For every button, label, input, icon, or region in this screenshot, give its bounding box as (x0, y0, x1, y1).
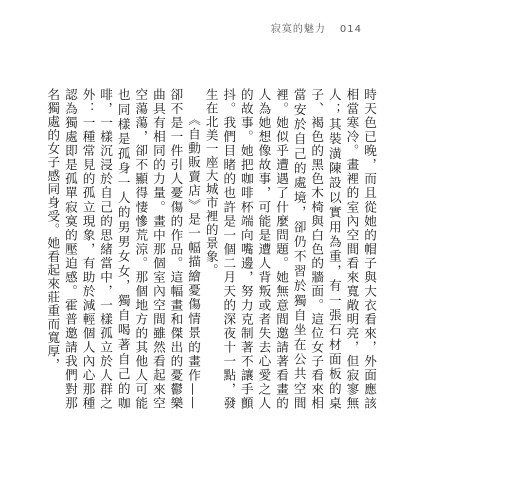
running-header (271, 20, 362, 35)
paragraph-2: 《自動販賣店》是一幅描繪憂傷情景的畫作——卻不是一件引人憂傷的作品。這幅畫和傑出的憂鬱樂曲具有相同的力量。畫中那個室內空間雖然看起來空空蕩蕩，卻不顯得悽慘荒涼。那個地方的其他人可能也同樣是孤身一人的男男女女，獨自喝著自己的咖啡，一樣沉浸於自己的思緒當中，一樣孤立於人群之外：一種常見的孤立現象，有助於減輕個人內心那種認為獨處即是孤單寂寞的壓迫感。霍普邀請我們對那名獨處的女子感同身受。她看起來莊重而寬厚， (45, 88, 202, 410)
body-text-column (44, 88, 378, 410)
chapter-title: 寂寞的魅力 (270, 24, 326, 35)
paragraph-1: 時天色已晚，而且從她的帽子與大衣看來，外面應該相當寒冷。畫裡的室內空間看來寬敞明亮，但寂寥無人；其裝潢陳設以實用為重，有一張石材面板的桌子、褐色的黑色木椅與白色的牆面。這位女子看來相當安於自己的處境，卻仍不習於獨自坐在公共空間裡。她似乎遭遇了什麼問題。她無意間邀請著看畫的人為她想像故事，可能是遭人背叛或者失去心愛之人的故事。她把咖啡杯端向嘴邊，努力克制著不讓手顫抖。我們目睹的也許是一個二月天的深夜十一點，發生在北美一座大城市裡的景象。 (203, 88, 377, 410)
page-number: 014 (339, 24, 362, 35)
